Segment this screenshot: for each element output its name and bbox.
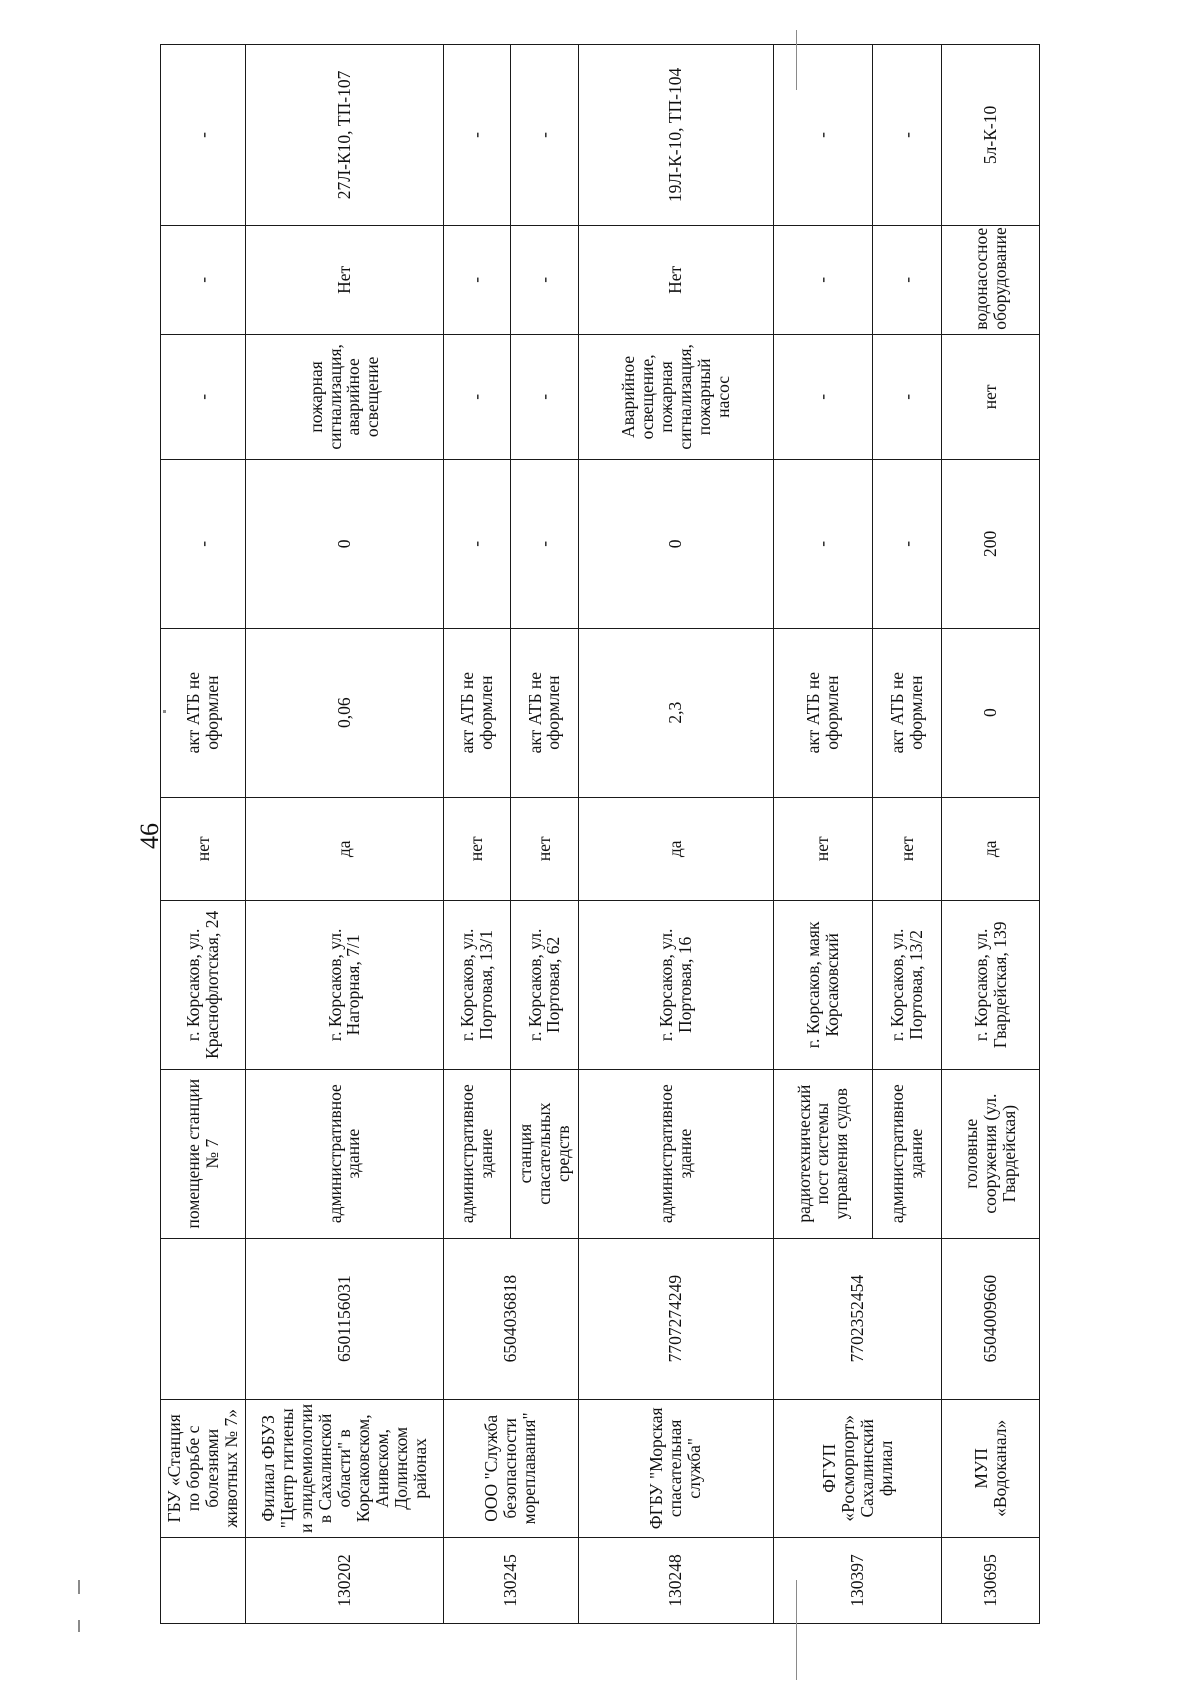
col6-cell: нет (443, 797, 511, 900)
col10-cell: - (773, 225, 872, 334)
rotated-table-wrapper (160, 44, 1040, 1624)
col10-cell: - (511, 225, 579, 334)
col9-cell: - (773, 334, 872, 459)
col11-cell: - (872, 45, 942, 226)
organization-cell: Филиал ФБУЗ "Центр гигиены и эпидемиологии в Сахалинской области" в Корсаковском, Анивском, Долинском районах (246, 1399, 443, 1537)
col11-cell: 5л-К-10 (942, 45, 1040, 226)
scan-artifact (163, 710, 166, 713)
address-cell: г. Корсаков, ул. Портовая, 13/2 (872, 900, 942, 1069)
table-row (246, 45, 443, 1624)
scan-artifact (796, 30, 797, 90)
col7-cell: 0 (942, 628, 1040, 797)
col10-cell: водонасосное оборудование (942, 225, 1040, 334)
code-cell: 130202 (246, 1537, 443, 1623)
col6-cell: нет (773, 797, 872, 900)
address-cell: г. Корсаков, ул. Портовая, 16 (578, 900, 773, 1069)
organization-cell: МУП «Водоканал» (942, 1399, 1040, 1537)
col7-cell: акт АТБ не оформлен (773, 628, 872, 797)
col11-cell: - (773, 45, 872, 226)
col7-cell: акт АТБ не оформлен (443, 628, 511, 797)
inn-cell (161, 1238, 246, 1399)
object-name-cell: головные сооружения (ул. Гвардейская) (942, 1069, 1040, 1238)
col11-cell: - (443, 45, 511, 226)
inn-cell: 7707274249 (578, 1238, 773, 1399)
col10-cell: - (443, 225, 511, 334)
col8-cell: 200 (942, 459, 1040, 628)
inn-cell: 6504009660 (942, 1238, 1040, 1399)
col10-cell: Нет (246, 225, 443, 334)
object-name-cell: административное здание (443, 1069, 511, 1238)
table-row (578, 45, 773, 1624)
col8-cell: - (511, 459, 579, 628)
code-cell: 130397 (773, 1537, 941, 1623)
col10-cell: - (872, 225, 942, 334)
organization-cell: ООО "Служба безопасности мореплавания" (443, 1399, 578, 1537)
col6-cell: да (942, 797, 1040, 900)
objects-table (160, 44, 1040, 1624)
address-cell: г. Корсаков, ул. Краснофлотская, 24 (161, 900, 246, 1069)
address-cell: г. Корсаков, ул. Гвардейская, 139 (942, 900, 1040, 1069)
col9-cell: - (872, 334, 942, 459)
organization-cell: ФГБУ "Морская спасательная служба" (578, 1399, 773, 1537)
col8-cell: - (161, 459, 246, 628)
col7-cell: 2,3 (578, 628, 773, 797)
code-cell: 130695 (942, 1537, 1040, 1623)
code-cell (161, 1537, 246, 1623)
object-name-cell: административное здание (872, 1069, 942, 1238)
col8-cell: - (773, 459, 872, 628)
table-row (161, 45, 246, 1624)
col11-cell: 27Л-К10, ТП-107 (246, 45, 443, 226)
inn-cell: 7702352454 (773, 1238, 941, 1399)
col11-cell: - (161, 45, 246, 226)
object-name-cell: станция спасательных средств (511, 1069, 579, 1238)
organization-cell: ФГУП «Росморпорт» Сахалинский филиал (773, 1399, 941, 1537)
code-cell: 130248 (578, 1537, 773, 1623)
col7-cell: 0,06 (246, 628, 443, 797)
col9-cell: - (443, 334, 511, 459)
scan-artifact (796, 1580, 797, 1680)
col7-cell: акт АТБ не оформлен (872, 628, 942, 797)
object-name-cell: административное здание (578, 1069, 773, 1238)
col9-cell: - (511, 334, 579, 459)
table-row (773, 45, 872, 1624)
col10-cell: - (161, 225, 246, 334)
page-number: 46 (135, 823, 164, 849)
scan-artifact (78, 1620, 80, 1632)
col7-cell: акт АТБ не оформлен (511, 628, 579, 797)
col9-cell: Аварийное освещение, пожарная сигнализация, пожарный насос (578, 334, 773, 459)
col11-cell: 19Л-К-10, ТП-104 (578, 45, 773, 226)
col8-cell: 0 (246, 459, 443, 628)
col11-cell: - (511, 45, 579, 226)
col9-cell: - (161, 334, 246, 459)
col7-cell: акт АТБ не оформлен (161, 628, 246, 797)
organization-cell: ГБУ «Станция по борьбе с болезнями животных № 7» (161, 1399, 246, 1537)
address-cell: г. Корсаков, ул. Портовая, 62 (511, 900, 579, 1069)
col8-cell: - (443, 459, 511, 628)
object-name-cell: административное здание (246, 1069, 443, 1238)
scan-artifact (78, 1580, 80, 1594)
object-name-cell: помещение станции № 7 (161, 1069, 246, 1238)
inn-cell: 6504036818 (443, 1238, 578, 1399)
col10-cell: Нет (578, 225, 773, 334)
col6-cell: да (578, 797, 773, 900)
code-cell: 130245 (443, 1537, 578, 1623)
inn-cell: 6501156031 (246, 1238, 443, 1399)
col8-cell: 0 (578, 459, 773, 628)
table-row (443, 45, 511, 1624)
address-cell: г. Корсаков, маяк Корсаковский (773, 900, 872, 1069)
object-name-cell: радиотехнический пост системы управления судов (773, 1069, 872, 1238)
col6-cell: нет (511, 797, 579, 900)
table-row (942, 45, 1040, 1624)
col9-cell: нет (942, 334, 1040, 459)
col6-cell: нет (872, 797, 942, 900)
col6-cell: нет (161, 797, 246, 900)
address-cell: г. Корсаков, ул. Портовая, 13/1 (443, 900, 511, 1069)
address-cell: г. Корсаков, ул. Нагорная, 7/1 (246, 900, 443, 1069)
col9-cell: пожарная сигнализация, аварийное освещение (246, 334, 443, 459)
col6-cell: да (246, 797, 443, 900)
col8-cell: - (872, 459, 942, 628)
